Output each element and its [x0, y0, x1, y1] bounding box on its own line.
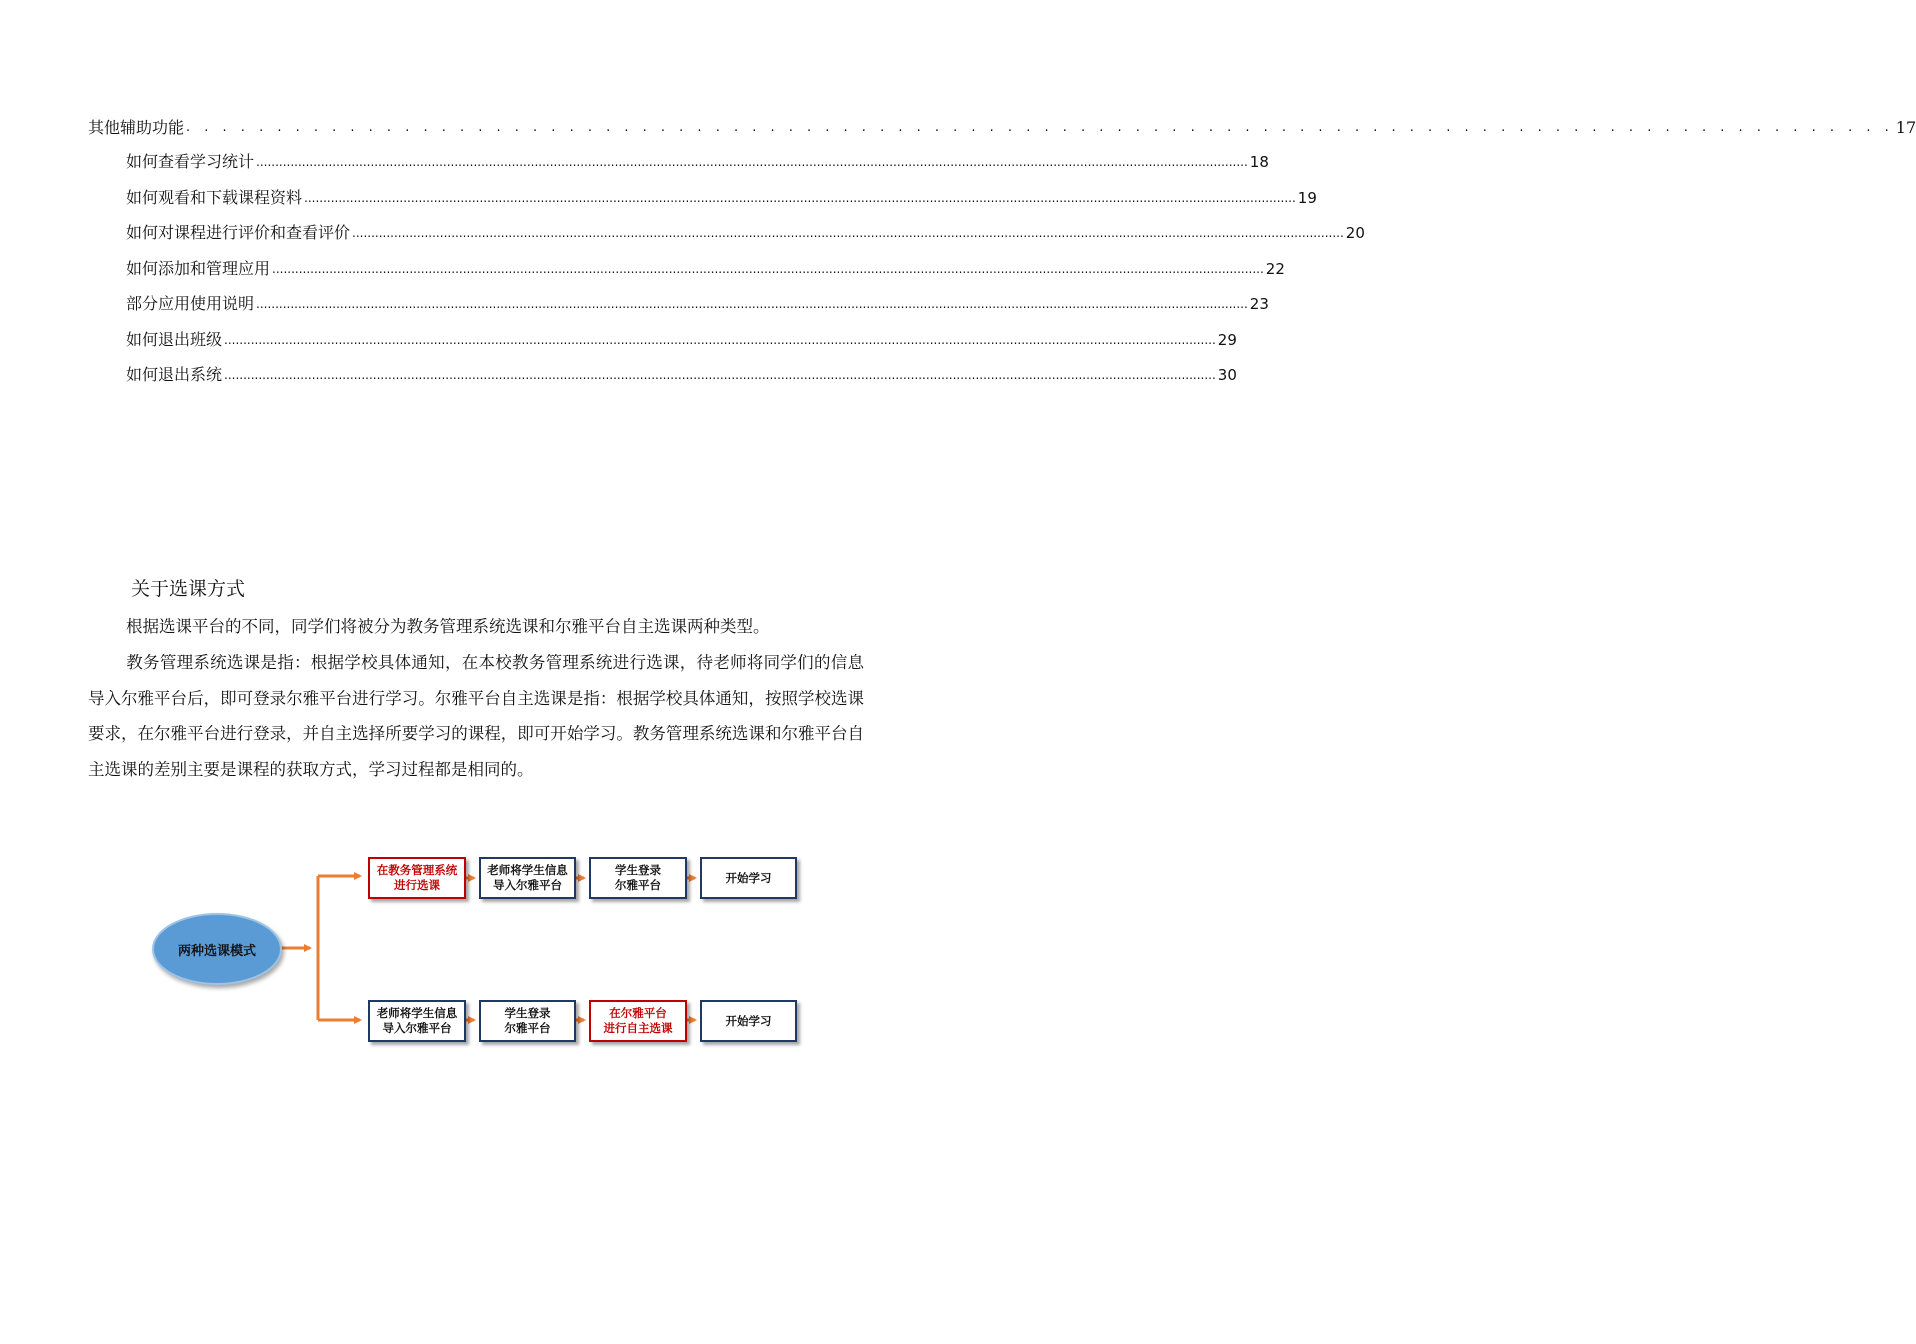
flow-step-box: [589, 1000, 687, 1042]
flow-step-box: [700, 1000, 797, 1042]
toc-leader: ....................................................................................................................................................................................................................................................................: [272, 262, 1264, 276]
step-line: 进行自主选课: [603, 1021, 673, 1035]
step-line: 在尔雅平台: [609, 1006, 667, 1020]
flow-step-box: [479, 857, 576, 899]
toc-entry-page: 29: [1217, 331, 1237, 349]
step-line: 尔雅平台: [615, 878, 661, 892]
step-line: 导入尔雅平台: [382, 1021, 452, 1035]
toc-leader: ....................................................................................................................................................................................................................................................................: [256, 297, 1248, 311]
toc-leader: ....................................................................................................................................................................................................................................................................: [304, 191, 1296, 205]
toc-leader: . . . . . . . . . . . . . . . . . . . . . . . . . . . . . . . . . . . . . . . . . . . . . . . . . . . . . . . . . . . . . . . . . . . . . . . . . . . . . . . . . . . . . . . . . . . . . .: [186, 120, 1894, 135]
flow-step-box: [479, 1000, 576, 1042]
toc-entry-page: 20: [1345, 224, 1365, 242]
toc-entry-title: 如何观看和下载课程资料: [126, 188, 303, 207]
toc-entry-title: 如何退出系统: [126, 365, 223, 384]
toc-entry-page: 18: [1249, 153, 1269, 171]
toc-entry-page: 17: [1895, 118, 1916, 137]
toc-entry-page: 22: [1265, 260, 1285, 278]
flow-step-box: [700, 857, 797, 899]
toc-entry[interactable]: [126, 223, 1365, 243]
toc-entry-page: 19: [1297, 189, 1317, 207]
toc-entry[interactable]: [126, 188, 1317, 208]
toc-entry-title: 如何添加和管理应用: [126, 259, 271, 278]
toc-entry-page: 30: [1217, 366, 1237, 384]
root-node: 两种选课模式: [152, 913, 282, 985]
step-line: 在教务管理系统: [376, 863, 458, 877]
toc-entry[interactable]: [126, 259, 1285, 279]
step-line: 导入尔雅平台: [493, 878, 562, 892]
step-line: 尔雅平台: [504, 1021, 551, 1035]
toc-entry[interactable]: [88, 118, 1916, 138]
section-heading: 关于选课方式: [131, 578, 246, 600]
toc-leader: ....................................................................................................................................................................................................................................................................: [256, 155, 1248, 169]
step-line: 开始学习: [725, 870, 772, 885]
step-line: 老师将学生信息: [376, 1006, 458, 1020]
step-line: 学生登录: [504, 1006, 551, 1020]
toc-entry-title: 其他辅助功能: [88, 118, 185, 137]
toc-leader: ....................................................................................................................................................................................................................................................................: [352, 226, 1344, 240]
toc-entry-title: 如何查看学习统计: [126, 152, 255, 171]
toc-entry[interactable]: [126, 330, 1237, 350]
step-line: 老师将学生信息: [487, 863, 568, 877]
toc-entry[interactable]: [126, 365, 1237, 385]
toc-entry[interactable]: [126, 294, 1269, 314]
toc-entry-title: 如何对课程进行评价和查看评价: [126, 223, 351, 242]
paragraph-text: 教务管理系统选课是指：根据学校具体通知，在本校教务管理系统进行选课，待老师将同学们的信息导入尔雅平台后，即可登录尔雅平台进行学习。尔雅平台自主选课是指：根据学校具体通知，按照学校选课要求，在尔雅平台进行登录，并自主选择所要学习的课程，即可开始学习。教务管理系统选课和尔雅平台自主选课的差别主要是课程的获取方式，学习过程都是相同的。: [88, 653, 864, 779]
flow-step-box: [589, 857, 687, 899]
toc-leader: ....................................................................................................................................................................................................................................................................: [224, 368, 1216, 382]
toc-entry[interactable]: [126, 152, 1269, 172]
step-line: 进行选课: [394, 878, 440, 892]
paragraph: [88, 645, 864, 787]
paragraph-text: 根据选课平台的不同，同学们将被分为教务管理系统选课和尔雅平台自主选课两种类型。: [126, 617, 770, 636]
toc-entry-page: 23: [1249, 295, 1269, 313]
step-line: 学生登录: [615, 863, 661, 877]
toc-entry-title: 如何退出班级: [126, 330, 223, 349]
toc-entry-title: 部分应用使用说明: [126, 294, 255, 313]
flow-step-box: [368, 1000, 466, 1042]
paragraph: [88, 609, 864, 645]
toc-leader: ....................................................................................................................................................................................................................................................................: [224, 333, 1216, 347]
flow-step-box: [368, 857, 466, 899]
step-line: 开始学习: [725, 1013, 772, 1028]
